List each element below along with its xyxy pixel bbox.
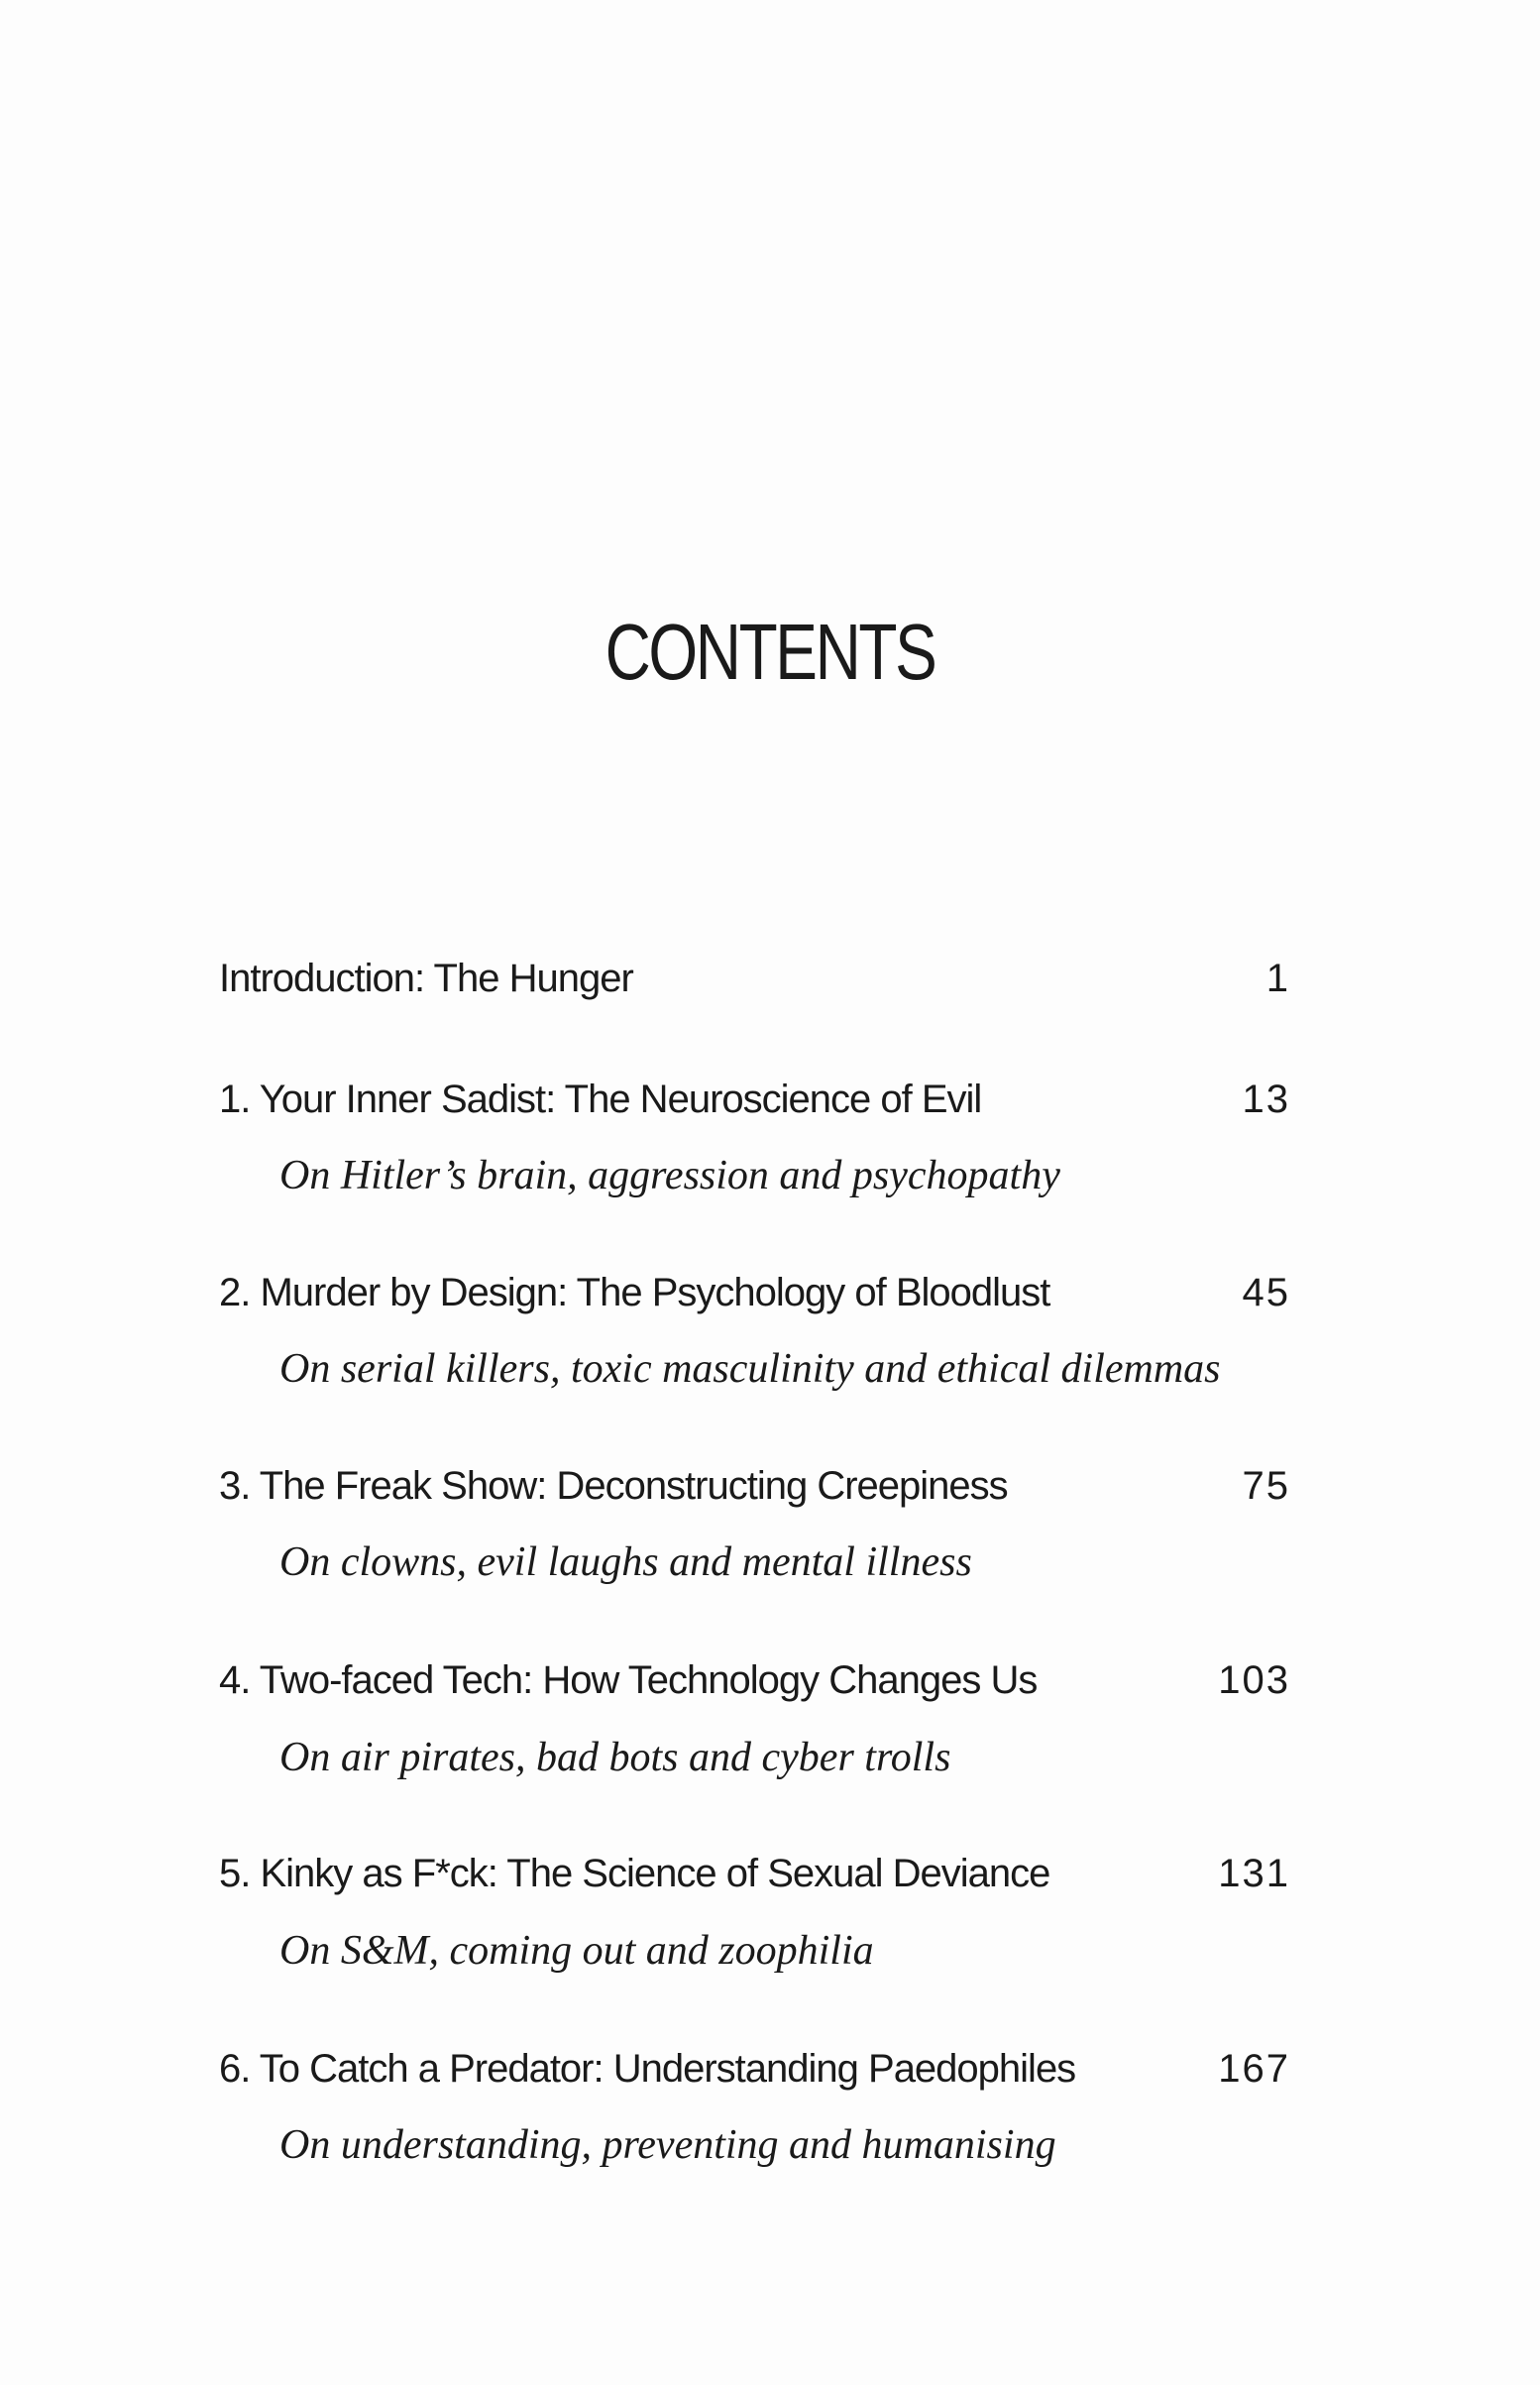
toc-page-number: 103 (1218, 1658, 1290, 1702)
toc-page-number: 75 (1242, 1464, 1290, 1508)
toc-page-number: 167 (1218, 2047, 1290, 2091)
toc-entry-chapter-2[interactable] (219, 1271, 1290, 1330)
toc-entry-subtitle: On clowns, evil laughs and mental illness (279, 1539, 972, 1585)
toc-entry-label: Introduction: The Hunger (219, 957, 633, 1000)
toc-entry-subtitle: On Hitler’s brain, aggression and psychopathy (279, 1153, 1060, 1198)
toc-entry-subtitle: On serial killers, toxic masculinity and ethical dilemmas (279, 1346, 1221, 1392)
toc-entry-chapter-6[interactable] (219, 2047, 1290, 2106)
toc-page-number: 1 (1265, 957, 1290, 1000)
toc-page-number: 13 (1242, 1078, 1290, 1121)
toc-page-number: 45 (1242, 1271, 1290, 1314)
toc-entry-chapter-3[interactable] (219, 1464, 1290, 1524)
toc-entry-label: 5. Kinky as F*ck: The Science of Sexual Deviance (219, 1852, 1050, 1895)
toc-entry-label: 1. Your Inner Sadist: The Neuroscience of Evil (219, 1078, 982, 1121)
toc-entry-label: 2. Murder by Design: The Psychology of Bloodlust (219, 1271, 1050, 1314)
toc-page-number: 131 (1218, 1852, 1290, 1895)
toc-entry-chapter-1[interactable] (219, 1078, 1290, 1137)
toc-entry-chapter-4[interactable] (219, 1658, 1290, 1718)
toc-entry-label: 6. To Catch a Predator: Understanding Paedophiles (219, 2047, 1076, 2091)
toc-entry-label: 3. The Freak Show: Deconstructing Creepiness (219, 1464, 1008, 1508)
toc-entry-subtitle: On understanding, preventing and humanising (279, 2122, 1056, 2168)
toc-entry-introduction[interactable] (219, 957, 1290, 1016)
toc-entry-subtitle: On air pirates, bad bots and cyber trolls (279, 1735, 951, 1780)
page-title: CONTENTS (605, 608, 935, 696)
toc-entry-subtitle: On S&M, coming out and zoophilia (279, 1928, 874, 1974)
toc-entry-chapter-5[interactable] (219, 1852, 1290, 1911)
toc-entry-label: 4. Two-faced Tech: How Technology Changes Us (219, 1658, 1038, 1702)
